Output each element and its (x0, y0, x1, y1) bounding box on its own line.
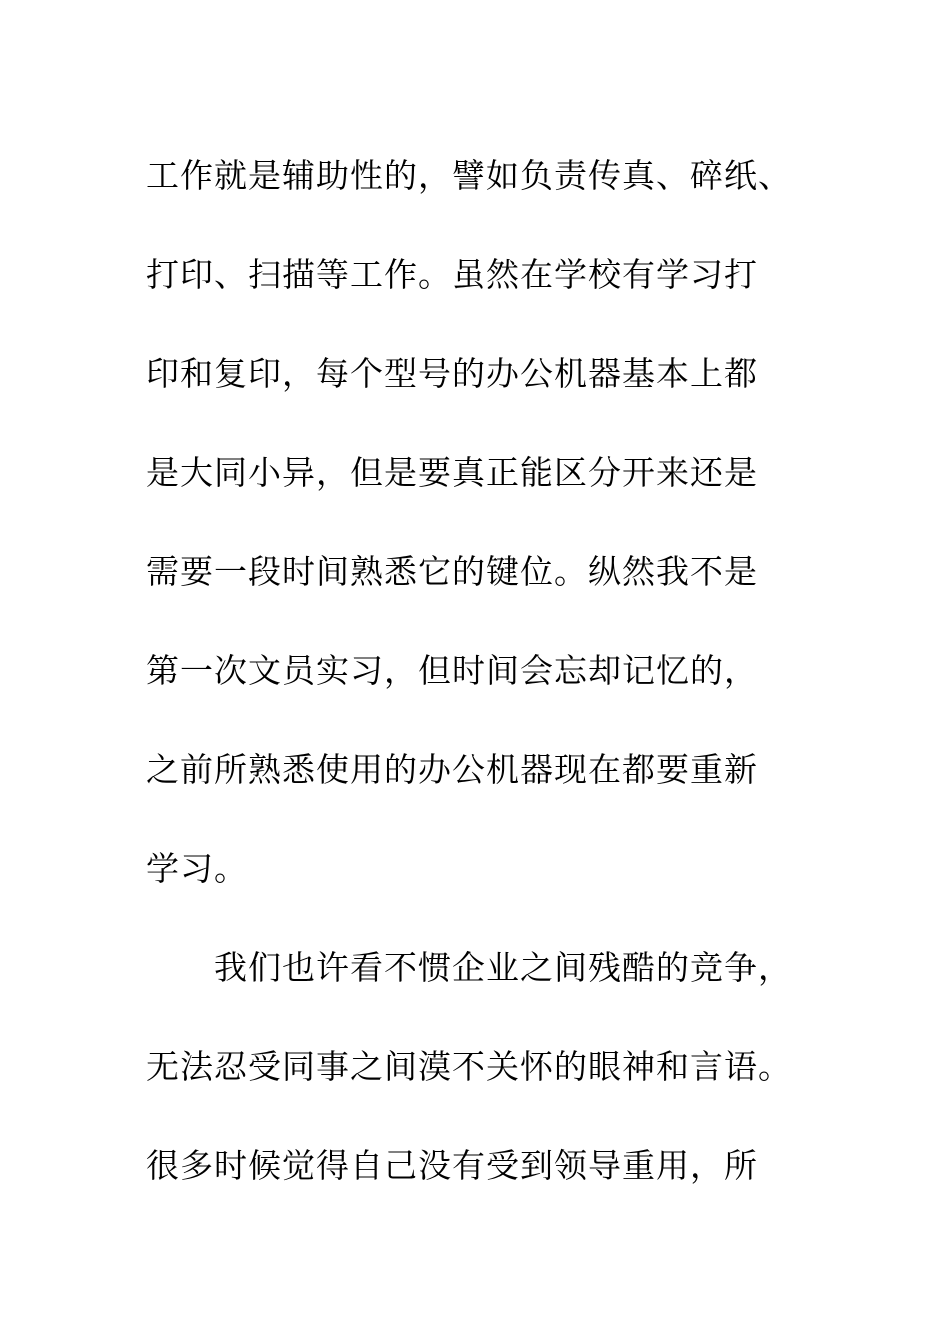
text-line: 印和复印，每个型号的办公机器基本上都 (146, 354, 758, 393)
text-line: 需要一段时间熟悉它的键位。纵然我不是 (146, 552, 758, 591)
text-line: 很多时候觉得自己没有受到领导重用，所 (146, 1146, 758, 1185)
text-line: 之前所熟悉使用的办公机器现在都要重新 (146, 750, 758, 789)
text-line: 学习。 (146, 849, 248, 888)
body-text (146, 126, 826, 1215)
text-line: 是大同小异，但是要真正能区分开来还是 (146, 453, 758, 492)
paragraph-start-line: 我们也许看不惯企业之间残酷的竞争， (214, 948, 792, 987)
text-line: 无法忍受同事之间漠不关怀的眼神和言语。 (146, 1047, 792, 1086)
text-line: 工作就是辅助性的，譬如负责传真、碎纸、 (146, 156, 792, 195)
text-line: 打印、扫描等工作。虽然在学校有学习打 (146, 255, 758, 294)
text-line: 第一次文员实习，但时间会忘却记忆的， (146, 651, 758, 690)
